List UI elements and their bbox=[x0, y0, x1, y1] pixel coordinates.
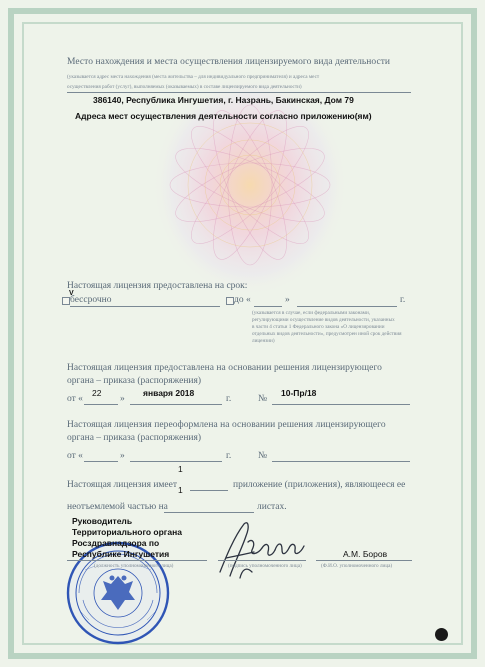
term-label: Настоящая лицензия предоставлена на срок: bbox=[67, 281, 248, 291]
until-year-suffix: г. bbox=[400, 295, 406, 305]
binding-hole-dot bbox=[435, 628, 448, 641]
basis-number-rule bbox=[272, 404, 410, 405]
signatory-name: А.М. Боров bbox=[343, 549, 388, 559]
reissue-number-label: № bbox=[258, 451, 268, 461]
reissue-from-label: от « bbox=[67, 451, 83, 461]
appendix-line-2-prefix: неотъемлемой частью на bbox=[67, 502, 168, 512]
basis-from-label: от « bbox=[67, 394, 83, 404]
term-note-3: в части 4 статьи 1 Федерального закона «О лицензировании bbox=[252, 324, 385, 330]
reissue-year-suffix: г. bbox=[226, 451, 232, 461]
reissue-quote-close: » bbox=[120, 451, 125, 461]
until-date-rule bbox=[297, 306, 397, 307]
address-main: 386140, Республика Ингушетия, г. Назрань, Бакинская, Дом 79 bbox=[93, 95, 354, 105]
basis-day-rule bbox=[84, 404, 118, 405]
until-day-rule bbox=[254, 306, 282, 307]
term-note-4: отдельных видов деятельности», предусмотрен иной срок действия bbox=[252, 331, 402, 337]
basis-number: 10-Пр/18 bbox=[281, 388, 317, 398]
appendix-line-1-prefix: Настоящая лицензия имеет bbox=[67, 480, 178, 490]
appendix-line-1-suffix: приложение (приложения), являющееся ее bbox=[233, 480, 406, 490]
appendix-count-top: 1 bbox=[178, 464, 183, 474]
indefinite-rule bbox=[70, 306, 220, 307]
basis-month-year: января 2018 bbox=[143, 388, 195, 398]
caption-signature: (подпись уполномоченного лица) bbox=[228, 563, 302, 569]
address-rule bbox=[67, 92, 411, 93]
basis-date-rule bbox=[130, 404, 222, 405]
signatory-position-rule bbox=[67, 560, 207, 561]
checkbox-until bbox=[226, 297, 234, 305]
handwritten-signature bbox=[212, 512, 317, 587]
until-label: до « bbox=[234, 295, 251, 305]
signatory-position-1: Руководитель bbox=[72, 516, 133, 526]
term-note-2: регулирующими осуществление видов деятельности, указанных bbox=[252, 317, 395, 323]
basis-number-label: № bbox=[258, 394, 268, 404]
signatory-name-rule bbox=[316, 560, 412, 561]
header-subtitle-2: осуществления работ (услуг), выполняемых (оказываемых) в составе лицензируемого вида деятельности) bbox=[67, 84, 302, 90]
appendix-count-rule bbox=[190, 490, 228, 491]
appendix-line-2-suffix: листах. bbox=[257, 502, 287, 512]
header-subtitle-1: (указывается адрес места нахождения (места жительства – для индивидуального предпринимателя) и адреса мест bbox=[67, 74, 320, 80]
reissue-number-rule bbox=[272, 461, 410, 462]
check-mark: V bbox=[69, 290, 74, 297]
reissue-line-2: органа – приказа (распоряжения) bbox=[67, 433, 202, 443]
basis-day: 22 bbox=[92, 388, 102, 398]
reissue-line-1: Настоящая лицензия переоформлена на основании решения лицензирующего bbox=[67, 420, 386, 430]
header-title: Место нахождения и места осуществления лицензируемого вида деятельности bbox=[67, 57, 391, 67]
caption-name: (Ф.И.О. уполномоченного лица) bbox=[321, 563, 393, 569]
term-note-5: лицензии) bbox=[252, 338, 275, 344]
term-note-1: (указывается в случае, если федеральными законами, bbox=[252, 310, 371, 316]
basis-year-suffix: г. bbox=[226, 394, 232, 404]
reissue-date-rule bbox=[130, 461, 222, 462]
signature-rule bbox=[218, 560, 306, 561]
address-appendix-note: Адреса мест осуществления деятельности согласно приложению(ям) bbox=[75, 111, 372, 121]
signatory-position-2: Территориального органа bbox=[72, 527, 182, 537]
checkbox-indefinite bbox=[62, 297, 70, 305]
until-quote-close: » bbox=[285, 295, 290, 305]
indefinite-label: бессрочно bbox=[70, 295, 112, 305]
basis-quote-close: » bbox=[120, 394, 125, 404]
reissue-day-rule bbox=[84, 461, 118, 462]
caption-position: (должность уполномоченного лица) bbox=[94, 563, 174, 569]
signatory-position-3: Росздравнадзора по bbox=[72, 538, 160, 548]
basis-line-2: органа – приказа (распоряжения) bbox=[67, 376, 202, 386]
signatory-position-4: Республике Ингушетия bbox=[72, 549, 170, 559]
basis-line-1: Настоящая лицензия предоставлена на основании решения лицензирующего bbox=[67, 363, 382, 373]
appendix-count: 1 bbox=[178, 485, 183, 495]
